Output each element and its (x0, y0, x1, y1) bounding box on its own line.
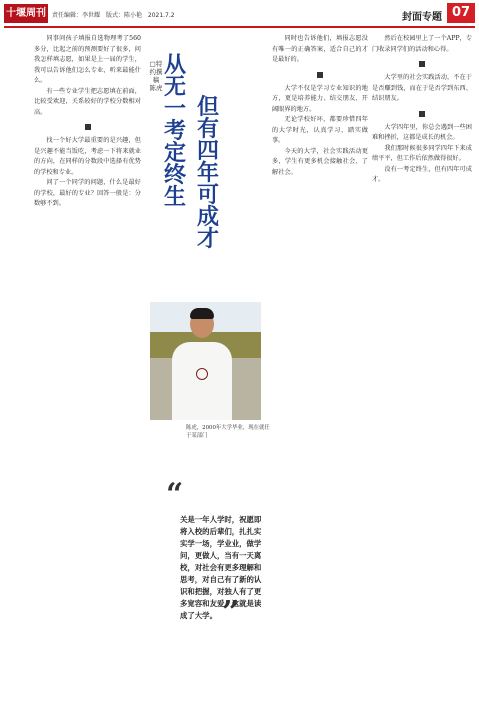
article-column-3 (372, 34, 472, 697)
person-hair (190, 308, 214, 319)
page-number: 07 (447, 3, 475, 23)
page-header (0, 0, 479, 26)
paragraph: 无论学校好坏，都要珍惜四年的大学时光，认真学习，踏实做事。 (272, 116, 368, 144)
author-photo (150, 302, 261, 420)
paragraph: 找一个好大学最重要的是兴趣，但是兴趣不能当饭吃，考虑一下将来就业的方向，在同样的分数段中选择有优势的学校和专业。 (34, 137, 141, 176)
masthead-logo: 十堰周刊 (4, 4, 48, 23)
shirt-logo (196, 368, 208, 380)
paragraph: 同时也告诉他们，填报志愿没有唯一的正确答案，适合自己的才是最好的。 (272, 35, 368, 63)
section-separator (419, 111, 425, 117)
credits (52, 10, 179, 19)
paragraph: 没有一考定终生，但有四年可成才。 (372, 165, 472, 183)
pull-quote-text: 关是一年人学时，祝愿即将入校的后辈们，扎扎实实学一场，学业业，做学问，更做人，当有一天离校，对社会有更多理解和思考，对自己有了新的认识和把握，对独人有了更多宽容和友爱，这就是读成了大学。 (180, 515, 262, 620)
issue-date: 2021.7.2 (147, 12, 175, 19)
paragraph: 大学不仅是学习专业知识的地方，更是培养能力、结交朋友、开阔眼界的地方。 (272, 84, 368, 113)
section-separator (85, 124, 91, 130)
header-rule (4, 26, 475, 28)
paragraph: 然后在校园里上了一个APP，专门收录同学们的活动和心得。 (372, 35, 472, 53)
paragraph: 大学里的社会实践活动，不在于是否赚到钱，而在于是否学到东西、结识朋友。 (372, 74, 472, 102)
paragraph: 我们那时候很多同学四年下来成绩平平，但工作后依然做得很好。 (372, 144, 472, 162)
article-column-1 (34, 34, 141, 697)
close-quote-icon: ” (222, 595, 240, 630)
person-shirt (172, 342, 232, 420)
editor-credit: 责任编辑：李世耀 (52, 12, 101, 19)
paragraph: 问了一个同学的问题，什么是最好的学校，最好的专业？回答一般是：分数够不到。 (34, 179, 141, 207)
section-label: 封面专题 (402, 12, 442, 23)
layout-credit: 版式：陈小艳 (105, 12, 142, 19)
photo-caption: 陈虎，2000年大学毕业，现在就任于某部门 (186, 425, 270, 439)
section-separator (317, 72, 323, 78)
paragraph: 今天的大学，社会实践活动更多，学生有更多机会接触社会、了解社会。 (272, 147, 368, 176)
paragraph: 有一些专业学生把志愿填在前面，比较受欢迎，关系较好的学校分数相对高。 (34, 87, 141, 116)
section-separator (419, 61, 425, 67)
article-column-2 (272, 34, 368, 697)
headline-part-1: 从无一考定终生 (163, 52, 186, 210)
headline-part-2: 但有四年可成才 (196, 94, 219, 252)
open-quote-icon: “ (166, 477, 184, 512)
byline: □特约撰稿 陈虎 (149, 60, 166, 92)
pull-quote (150, 477, 268, 640)
paragraph: 同事问孩子填报自选物理考了560多分，比起之前的预测要好了很多，问我怎样填志愿，如果是上一届的学生，我可以告诉他们怎么专业，听来最能什么。 (34, 35, 141, 84)
paragraph: 大学四年里，你总会遇到一些困难和挫折，这都是成长的机会。 (372, 123, 472, 141)
